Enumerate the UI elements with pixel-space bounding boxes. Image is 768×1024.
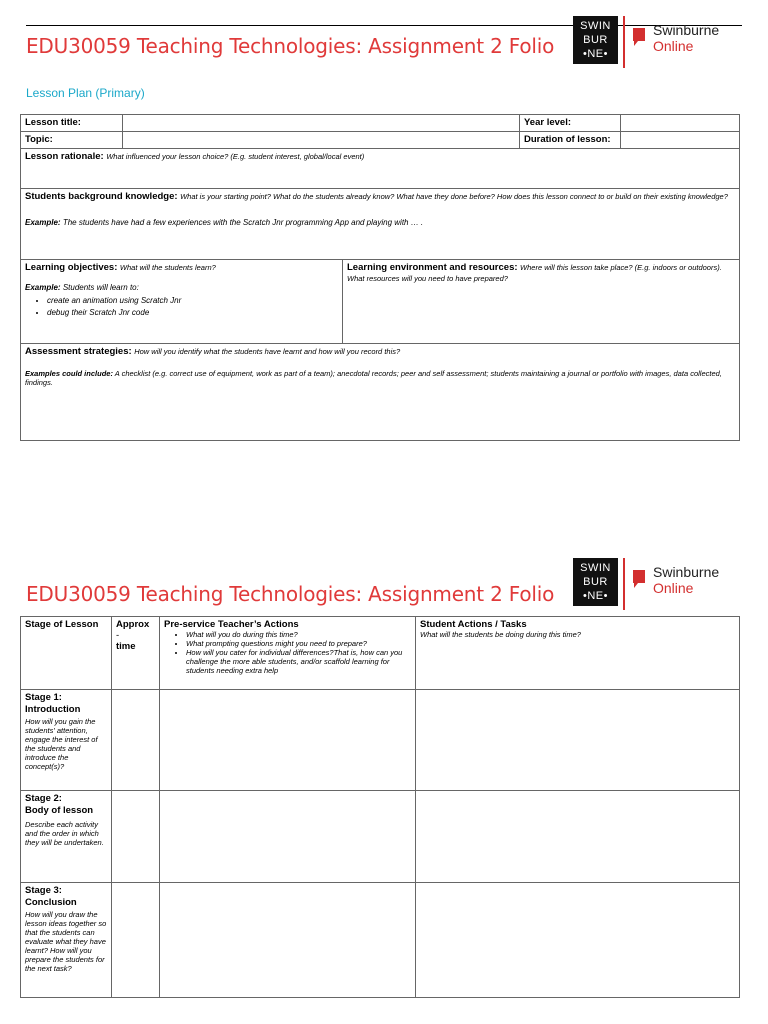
assessment-label: Assessment strategies:	[25, 346, 132, 357]
rationale-label: Lesson rationale:	[25, 151, 104, 162]
stage-1-cell: Stage 1: Introduction How will you gain the students' attention, engage the interest of the students and introduce the concept(s)?	[21, 690, 112, 791]
lesson-plan-subtitle: Lesson Plan (Primary)	[26, 86, 145, 100]
table-row	[21, 690, 740, 791]
learning-environment-cell[interactable]	[343, 260, 740, 344]
assessment-strategies-cell[interactable]	[21, 344, 740, 441]
year-level-field[interactable]	[621, 115, 740, 132]
objectives-hint: What will the students learn?	[119, 263, 216, 272]
speech-bubble-icon	[631, 26, 647, 48]
stage-3-teacher-field[interactable]	[160, 883, 416, 998]
table-row	[21, 883, 740, 998]
stage-1-teacher-field[interactable]	[160, 690, 416, 791]
stage-2-teacher-field[interactable]	[160, 791, 416, 883]
background-example: Example: The students have had a few experiences with the Scratch Jnr programming App and playing with … .	[25, 218, 424, 227]
teacher-hints-list	[164, 630, 411, 675]
logo-divider	[623, 16, 625, 68]
stage-3-cell: Stage 3: Conclusion How will you draw the lesson ideas together so that the students can evaluate what they have learnt? How will you prepare the students for the next task?	[21, 883, 112, 998]
rationale-hint: What influenced your lesson choice? (E.g. student interest, global/local event)	[106, 152, 365, 161]
stage-2-student-field[interactable]	[416, 791, 740, 883]
list-item: • create an animation using Scratch Jnr	[47, 295, 338, 307]
year-level-label: Year level:	[520, 115, 621, 132]
swinburne-logo	[573, 16, 738, 68]
learning-objectives-cell[interactable]	[21, 260, 343, 344]
stage-column-header: Stage of Lesson	[21, 617, 112, 690]
duration-label: Duration of lesson:	[520, 132, 621, 149]
swinburne-logo	[573, 558, 738, 610]
environment-label: Learning environment and resources:	[347, 262, 518, 273]
stage-1-time-field[interactable]	[112, 690, 160, 791]
logo-subtext: Online	[653, 38, 694, 54]
list-item: • What prompting questions might you need to prepare?	[186, 639, 411, 648]
lesson-stages-table	[20, 616, 740, 998]
topic-label: Topic:	[21, 132, 123, 149]
logo-divider	[623, 558, 625, 610]
assessment-hint: How will you identify what the students have learnt and how will you record this?	[134, 347, 401, 356]
lesson-details-table	[20, 114, 740, 441]
lesson-title-label: Lesson title:	[21, 115, 123, 132]
logo-subtext: Online	[653, 580, 694, 596]
logo-name: Swinburne	[653, 22, 720, 38]
document-title: EDU30059 Teaching Technologies: Assignment 2 Folio	[26, 582, 555, 606]
topic-field[interactable]	[123, 132, 520, 149]
environment-hint: Where will this lesson take place? (E.g. indoors or outdoors). What resources will you need to have prepared?	[347, 263, 722, 283]
stage-1-student-field[interactable]	[416, 690, 740, 791]
objectives-example: Example: Students will learn to:	[25, 283, 139, 292]
document-title: EDU30059 Teaching Technologies: Assignment 2 Folio	[26, 34, 555, 58]
background-hint: What is your starting point? What do the students already know? What have they done before? How does this lesson connect to or build on their existing knowledge?	[180, 192, 728, 201]
logo-name: Swinburne	[653, 564, 720, 580]
stage-2-time-field[interactable]	[112, 791, 160, 883]
duration-field[interactable]	[621, 132, 740, 149]
stage-2-cell: Stage 2: Body of lesson Describe each activity and the order in which they will be undertaken.	[21, 791, 112, 883]
rationale-cell[interactable]	[21, 149, 740, 189]
list-item: • How will you cater for individual differences?That is, how can you challenge the more able students, and/or scaffold learning for students needing extra help	[186, 648, 411, 675]
table-row	[21, 791, 740, 883]
list-item: • debug their Scratch Jnr code	[47, 307, 338, 319]
stage-3-student-field[interactable]	[416, 883, 740, 998]
list-item: • What will you do during this time?	[186, 630, 411, 639]
student-actions-header: Student Actions / Tasks What will the students be doing during this time?	[416, 617, 740, 690]
logo-emblem: SWIN BUR •NE•	[573, 16, 618, 64]
assessment-example: Examples could include: A checklist (e.g. correct use of equipment, work as part of a team); anecdotal records; peer and self assessment; students maintaining a journal or portfolio with images, data collected, findings.	[25, 369, 722, 387]
speech-bubble-icon	[631, 568, 647, 590]
time-column-header: Approx - time	[112, 617, 160, 690]
teacher-actions-header: Pre-service Teacher’s Actions • What will you do during this time? • What prompting questions might you need to prepare? • How will you cater for individual differences?That is, how can you challenge the more able students, and/or scaffold learning for students needing extra help	[160, 617, 416, 690]
objectives-label: Learning objectives:	[25, 262, 118, 273]
objectives-list	[25, 295, 338, 319]
background-label: Students background knowledge:	[25, 191, 178, 202]
background-knowledge-cell[interactable]	[21, 189, 740, 260]
logo-emblem: SWIN BUR •NE•	[573, 558, 618, 606]
lesson-title-field[interactable]	[123, 115, 520, 132]
stage-3-time-field[interactable]	[112, 883, 160, 998]
